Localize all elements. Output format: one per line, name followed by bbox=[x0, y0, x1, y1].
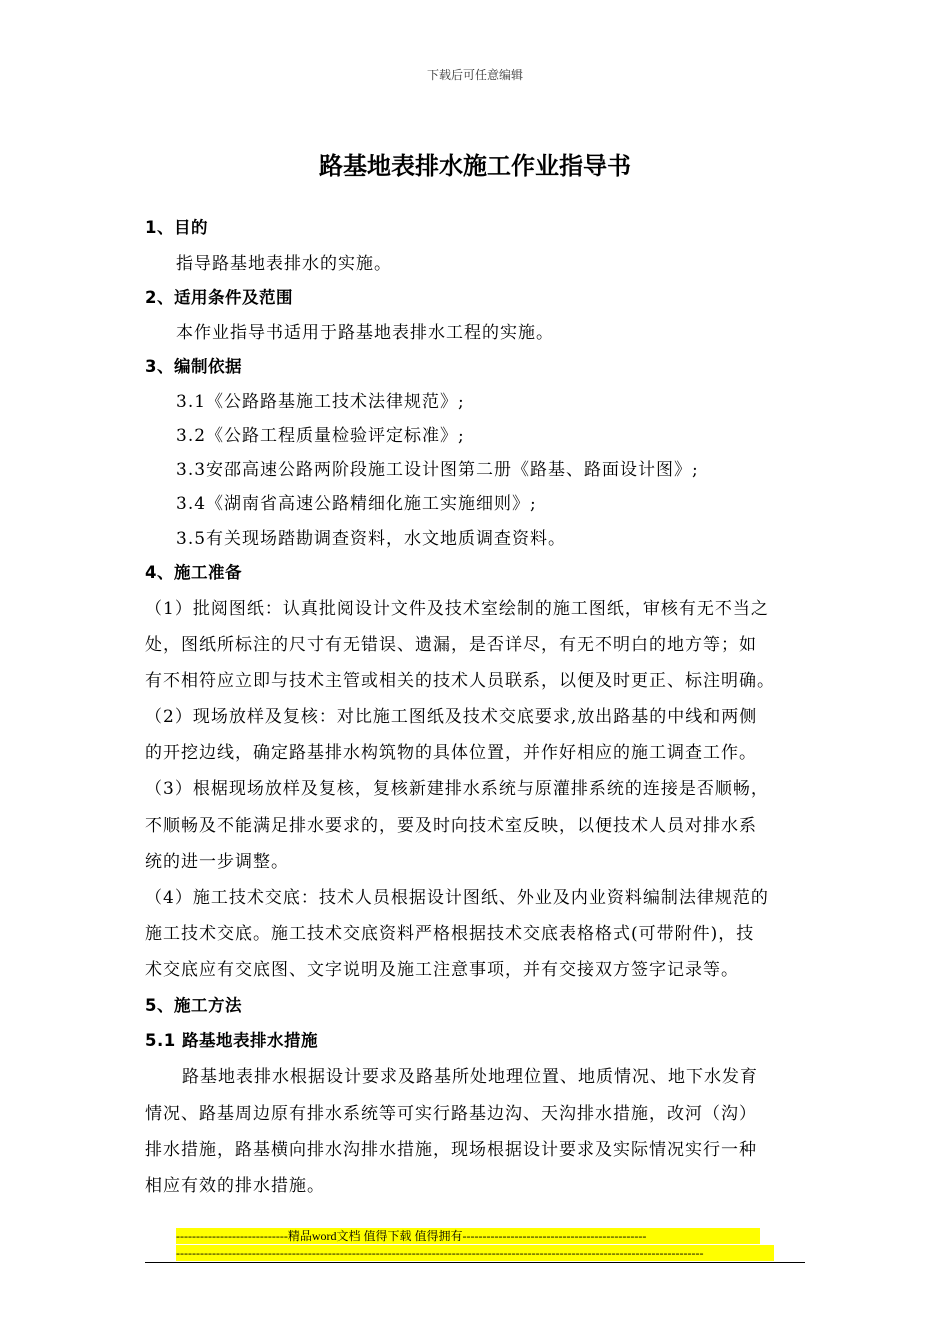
paragraph-line: 术交底应有交底图、文字说明及施工注意事项，并有交接双方签字记录等。 bbox=[145, 960, 739, 980]
paragraph-line: 不顺畅及不能满足排水要求的，要及时向技术室反映，以便技术人员对排水系 bbox=[145, 816, 757, 836]
paragraph-line: 排水措施，路基横向排水沟排水措施，现场根据设计要求及实际情况实行一种 bbox=[145, 1140, 757, 1160]
paragraph-line: （4）施工技术交底：技术人员根据设计图纸、外业及内业资料编制法律规范的 bbox=[145, 888, 769, 908]
paragraph-line: 有不相符应立即与技术主管或相关的技术人员联系，以便及时更正、标注明确。 bbox=[145, 671, 775, 691]
paragraph-line: 统的进一步调整。 bbox=[145, 852, 289, 872]
paragraph-line: 处，图纸所标注的尺寸有无错误、遗漏，是否详尽，有无不明白的地方等；如 bbox=[145, 635, 757, 655]
footer-rule bbox=[145, 1262, 805, 1263]
section-heading-2: 2、适用条件及范围 bbox=[145, 288, 293, 307]
document-title: 路基地表排水施工作业指导书 bbox=[319, 152, 631, 180]
header-note: 下载后可任意编辑 bbox=[426, 68, 523, 82]
paragraph-line: （2）现场放样及复核：对比施工图纸及技术交底要求,放出路基的中线和两侧 bbox=[145, 707, 758, 727]
paragraph-line: 情况、路基周边原有排水系统等可实行路基边沟、天沟排水措施，改河（沟） bbox=[145, 1104, 757, 1124]
reference-item: 3.1《公路路基施工技术法律规范》; bbox=[176, 392, 465, 412]
paragraph-line: （3）根椐现场放样及复核，复核新建排水系统与原灌排系统的连接是否顺畅， bbox=[145, 779, 769, 799]
paragraph-line: 的开挖边线，确定路基排水构筑物的具体位置，并作好相应的施工调查工作。 bbox=[145, 743, 757, 763]
footer-banner: ----------------------------精品word文档 值得下载 值得拥有---------------------------------------------- bbox=[176, 1228, 760, 1244]
paragraph-line: 路基地表排水根据设计要求及路基所处地理位置、地质情况、地下水发育 bbox=[182, 1067, 758, 1087]
paragraph-line: 指导路基地表排水的实施。 bbox=[176, 254, 392, 274]
section-heading-3: 3、编制依据 bbox=[145, 357, 242, 376]
paragraph-line: 施工技术交底。施工技术交底资料严格根据技术交底表格格式(可带附件)，技 bbox=[145, 924, 755, 944]
paragraph-line: 相应有效的排水措施。 bbox=[145, 1176, 325, 1196]
reference-item: 3.4《湖南省高速公路精细化施工实施细则》; bbox=[176, 494, 537, 514]
paragraph-line: 本作业指导书适用于路基地表排水工程的实施。 bbox=[176, 323, 554, 343]
reference-item: 3.3安邵高速公路两阶段施工设计图第二册《路基、路面设计图》; bbox=[176, 460, 699, 480]
paragraph-line: （1）批阅图纸：认真批阅设计文件及技术室绘制的施工图纸，审核有无不当之 bbox=[145, 599, 769, 619]
section-heading-5: 5、施工方法 bbox=[145, 996, 242, 1015]
subsection-heading: 5.1 路基地表排水措施 bbox=[145, 1031, 318, 1050]
reference-item: 3.2《公路工程质量检验评定标准》; bbox=[176, 426, 465, 446]
footer-dashes: ------------------------------------------------------------------------------------------------------------------------------------ bbox=[176, 1245, 774, 1261]
reference-item: 3.5有关现场踏勘调查资料，水文地质调查资料。 bbox=[176, 529, 567, 549]
section-heading-1: 1、目的 bbox=[145, 218, 208, 237]
section-heading-4: 4、施工准备 bbox=[145, 563, 242, 582]
